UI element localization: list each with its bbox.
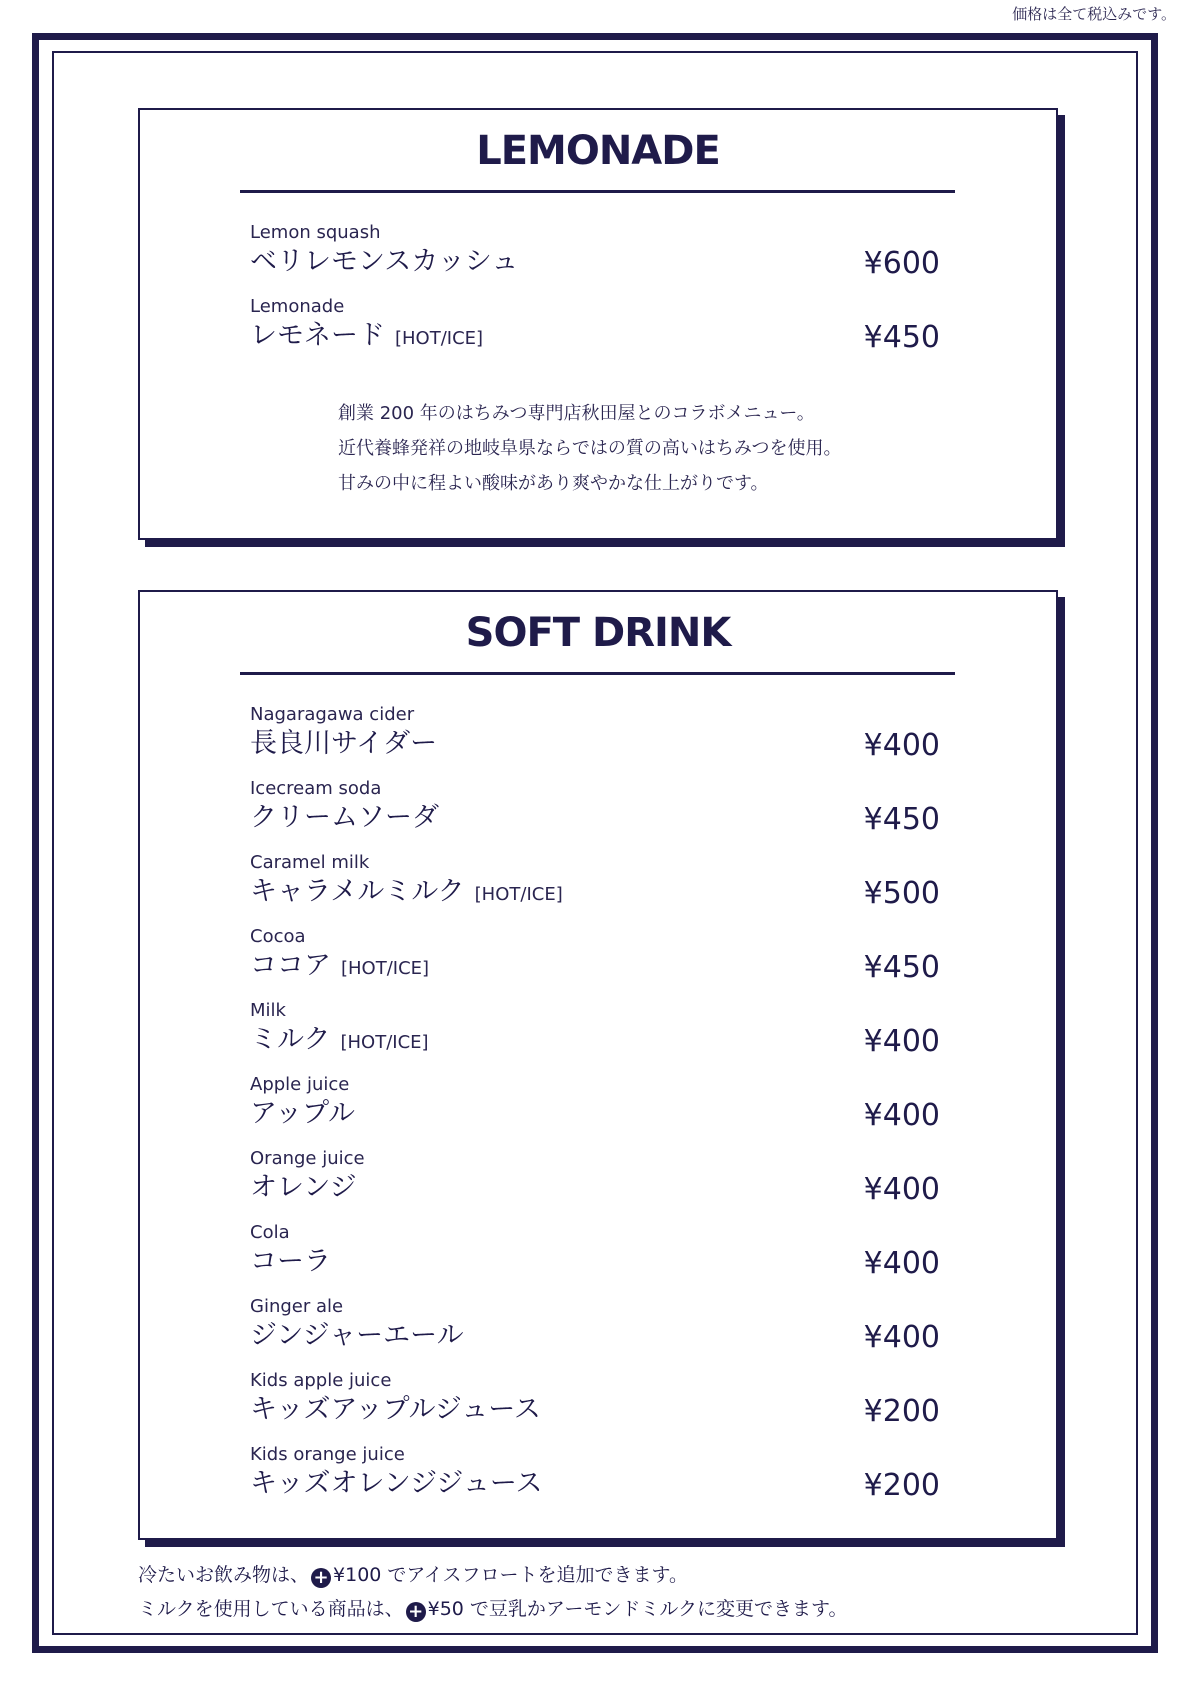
menu-item	[250, 1074, 940, 1148]
lemonade-section	[138, 108, 1058, 540]
item-japanese-label: キッズオレンジジュース	[250, 1468, 543, 1499]
item-japanese-name	[250, 1244, 940, 1283]
item-temperature-tag: [HOT/ICE]	[474, 884, 563, 905]
item-price: ¥400	[863, 728, 940, 763]
item-english-name: Orange juice	[250, 1148, 365, 1169]
footnote-amount: ¥100	[333, 1564, 382, 1586]
item-english-name: Lemon squash	[250, 222, 381, 243]
lemonade-description	[338, 396, 841, 501]
item-japanese-label: キッズアップルジュース	[250, 1394, 541, 1425]
menu-item	[250, 1296, 940, 1370]
menu-item	[250, 778, 940, 852]
item-japanese-label: ミルク	[250, 1024, 331, 1055]
menu-item	[250, 704, 940, 778]
item-english-name: Icecream soda	[250, 778, 382, 799]
item-price: ¥450	[863, 802, 940, 837]
section-title: LEMONADE	[476, 128, 720, 174]
item-japanese-label: コーラ	[250, 1246, 331, 1277]
footnote-text: で豆乳かアーモンドミルクに変更できます。	[463, 1598, 848, 1620]
item-japanese-label: オレンジ	[250, 1172, 357, 1203]
soft-drink-item-list	[250, 704, 940, 1518]
item-english-name: Lemonade	[250, 296, 345, 317]
item-japanese-name	[250, 1392, 940, 1431]
title-divider	[240, 190, 955, 193]
item-price: ¥400	[863, 1320, 940, 1355]
item-japanese-label: 長良川サイダー	[250, 728, 438, 759]
item-japanese-name	[250, 244, 940, 283]
menu-item	[250, 222, 940, 296]
menu-item	[250, 1444, 940, 1518]
footnote-text: ミルクを使用している商品は、	[138, 1598, 404, 1620]
menu-item	[250, 926, 940, 1000]
item-japanese-name	[250, 800, 940, 839]
item-japanese-name	[250, 874, 940, 913]
item-temperature-tag: [HOT/ICE]	[340, 1032, 429, 1053]
item-japanese-name	[250, 318, 940, 357]
item-temperature-tag: [HOT/ICE]	[395, 328, 484, 349]
item-japanese-label: ベリレモンスカッシュ	[250, 246, 519, 277]
item-english-name: Caramel milk	[250, 852, 370, 873]
footnote-text: 冷たいお飲み物は、	[138, 1564, 310, 1586]
item-temperature-tag: [HOT/ICE]	[341, 958, 430, 979]
item-english-name: Apple juice	[250, 1074, 350, 1095]
item-japanese-name	[250, 1318, 940, 1357]
menu-item	[250, 1148, 940, 1222]
footnote-line	[138, 1592, 847, 1626]
footnotes	[138, 1558, 847, 1626]
item-english-name: Kids orange juice	[250, 1444, 405, 1465]
footnote-line	[138, 1558, 847, 1592]
plus-icon: +	[406, 1602, 426, 1622]
description-line: 近代養蜂発祥の地岐阜県ならではの質の高いはちみつを使用。	[338, 438, 842, 459]
item-price: ¥500	[863, 876, 940, 911]
item-japanese-name	[250, 948, 940, 987]
menu-item	[250, 852, 940, 926]
item-english-name: Ginger ale	[250, 1296, 344, 1317]
item-english-name: Milk	[250, 1000, 286, 1021]
item-price: ¥600	[863, 246, 940, 281]
menu-item	[250, 1222, 940, 1296]
item-price: ¥450	[863, 320, 940, 355]
soft-drink-section	[138, 590, 1058, 1540]
tax-note: 価格は全て税込みです。	[1012, 5, 1176, 23]
item-price: ¥200	[863, 1468, 940, 1503]
item-price: ¥400	[863, 1246, 940, 1281]
item-japanese-name	[250, 1170, 940, 1209]
item-japanese-label: ココア	[250, 950, 331, 981]
menu-item	[250, 296, 940, 370]
item-price: ¥400	[863, 1024, 940, 1059]
item-price: ¥400	[863, 1172, 940, 1207]
item-english-name: Cocoa	[250, 926, 306, 947]
item-english-name: Nagaragawa cider	[250, 704, 415, 725]
plus-icon: +	[311, 1568, 331, 1588]
description-line: 創業 200 年のはちみつ専門店秋田屋とのコラボメニュー。	[338, 403, 815, 424]
title-divider	[240, 672, 955, 675]
item-price: ¥450	[863, 950, 940, 985]
item-japanese-label: レモネード	[250, 320, 385, 351]
item-japanese-label: アップル	[250, 1098, 356, 1129]
item-english-name: Kids apple juice	[250, 1370, 392, 1391]
item-japanese-label: キャラメルミルク	[250, 876, 465, 907]
menu-item	[250, 1370, 940, 1444]
item-price: ¥200	[863, 1394, 940, 1429]
item-japanese-name	[250, 726, 940, 765]
item-english-name: Cola	[250, 1222, 290, 1243]
item-japanese-label: ジンジャーエール	[250, 1320, 464, 1351]
section-title: SOFT DRINK	[465, 610, 731, 656]
item-japanese-name	[250, 1022, 940, 1061]
item-price: ¥400	[863, 1098, 940, 1133]
item-japanese-name	[250, 1466, 940, 1505]
menu-item	[250, 1000, 940, 1074]
item-japanese-label: クリームソーダ	[250, 802, 439, 833]
item-japanese-name	[250, 1096, 940, 1135]
footnote-text: でアイスフロートを追加できます。	[381, 1564, 688, 1586]
description-line: 甘みの中に程よい酸味があり爽やかな仕上がりです。	[338, 473, 769, 494]
lemonade-item-list	[250, 222, 940, 370]
footnote-amount: ¥50	[427, 1598, 464, 1620]
